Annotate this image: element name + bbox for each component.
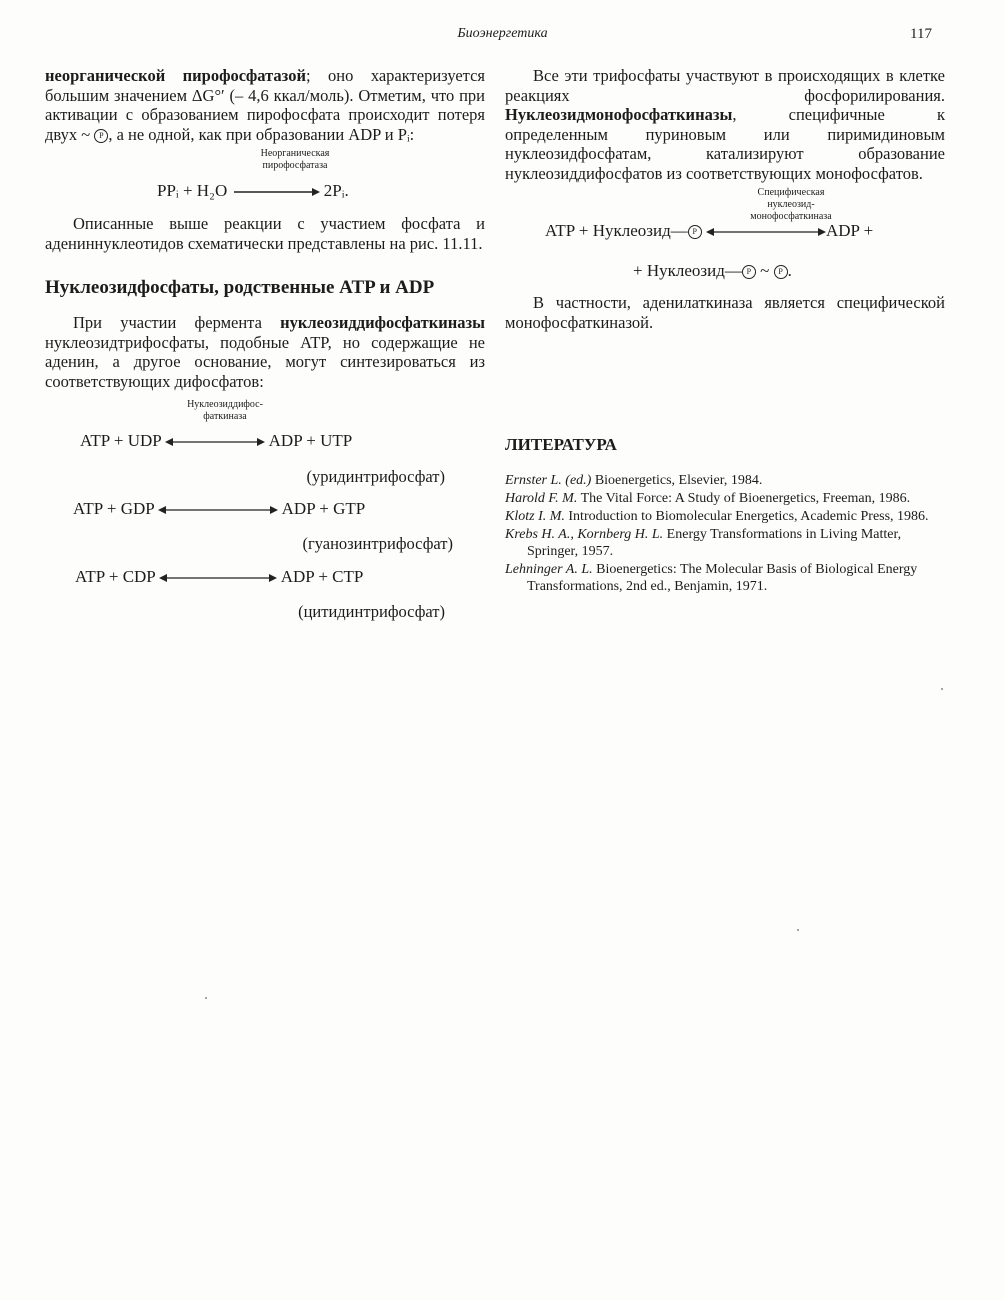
equation-row: ATP + CDP ADP + CTP: [75, 567, 364, 586]
paragraph-nmpk: Все эти трифосфаты участвуют в происходящих в клетке реакциях фосфорилирования. Нуклеозидмонофосфаткиназы, специфичные к определенным пуриновым или пиримидиновым нуклеозидфосфатам, катализируют образование нуклеозиддифосфатов из соответствующих монофосфатов.: [505, 66, 945, 183]
term-nmpk: Нуклеозидмонофосфаткиназы: [505, 105, 733, 124]
reference-item: Krebs H. A., Kornberg H. L. Energy Transformations in Living Matter, Springer, 1957.: [505, 527, 902, 559]
product-name: (цитидинтрифосфат): [298, 602, 445, 621]
left-column: [45, 66, 485, 629]
running-header: Биоэнергетика: [457, 26, 548, 41]
reference-list: [505, 472, 945, 595]
paragraph-adenylate-kinase: В частности, аденилаткиназа является специфической монофосфаткиназой.: [505, 293, 945, 332]
scan-speck: [797, 929, 799, 931]
page-number: 117: [910, 26, 932, 42]
section-heading: Нуклеозидфосфаты, родственные ATP и ADP: [45, 277, 435, 298]
equation-pyrophosphate: Неорганическая пирофосфатаза PPᵢ + H₂O 2Pᵢ.: [45, 148, 485, 210]
scan-speck: [205, 997, 207, 999]
term-ndpk: нуклеозиддифосфаткиназы: [280, 313, 485, 332]
equation-row: ATP + GDP ADP + GTP: [73, 499, 366, 518]
phosphate-circle-icon: P: [688, 225, 702, 239]
equation-nmpk: [505, 187, 945, 285]
equation-row: + Нуклеозид— P ~ P .: [633, 261, 792, 280]
equation-row: ATP + UDP ADP + UTP: [80, 431, 353, 450]
scan-speck: [941, 688, 943, 690]
reference-item: Ernster L. (ed.) Bioenergetics, Elsevier, 1984.: [505, 473, 763, 488]
enzyme-label: Специфическая нуклеозид- монофосфаткиназа: [750, 187, 832, 222]
phosphate-circle-icon: P: [742, 265, 756, 279]
phosphate-circle-icon: P: [94, 129, 108, 143]
double-arrow-icon: [706, 227, 826, 237]
term-pyrophosphatase: неорганической пирофосфатазой: [45, 66, 306, 85]
paragraph-pyrophosphatase: неорганической пирофосфатазой; оно характеризуется большим значением ΔG°′ (– 4,6 ккал/моль). Отметим, что при активации с образованием пирофосфата происходит потеря двух ~ P , а не одной, как при образовании ADP и Pᵢ:: [45, 66, 486, 144]
paragraph-ndpk: При участии фермента нуклеозиддифосфаткиназы нуклеозидтрифосфаты, подобные ATP, но содержащие не аденин, а другое основание, могут синтезироваться из соответствующих дифосфатов:: [45, 313, 485, 391]
equation-ndpk-block: [45, 397, 485, 629]
double-arrow-icon: [159, 573, 277, 583]
reference-item: Harold F. M. The Vital Force: A Study of Bioenergetics, Freeman, 1986.: [505, 491, 911, 506]
reference-item: Klotz I. M. Introduction to Biomolecular Energetics, Academic Press, 1986.: [505, 509, 929, 524]
arrow-right-icon: [232, 187, 320, 197]
reference-item: Lehninger A. L. Bioenergetics: The Molecular Basis of Biological Energy Transformations, 2nd ed., Benjamin, 1971.: [505, 562, 918, 594]
phosphate-circle-icon: P: [774, 265, 788, 279]
enzyme-label: Неорганическая пирофосфатаза: [260, 148, 330, 171]
double-arrow-icon: [165, 437, 265, 447]
double-arrow-icon: [158, 505, 278, 515]
product-name: (уридинтрифосфат): [306, 467, 445, 486]
enzyme-label: Нуклеозиддифос- фаткиназа: [187, 399, 263, 422]
paragraph-description: Описанные выше реакции с участием фосфата и адениннуклеотидов схематически представлены на рис. 11.11.: [45, 214, 485, 253]
product-name: (гуанозинтрифосфат): [302, 534, 453, 553]
equation-row: ATP + Нуклеозид— P ADP +: [545, 221, 874, 240]
right-column: [505, 66, 945, 596]
literature-heading: ЛИТЕРАТУРА: [505, 435, 617, 454]
